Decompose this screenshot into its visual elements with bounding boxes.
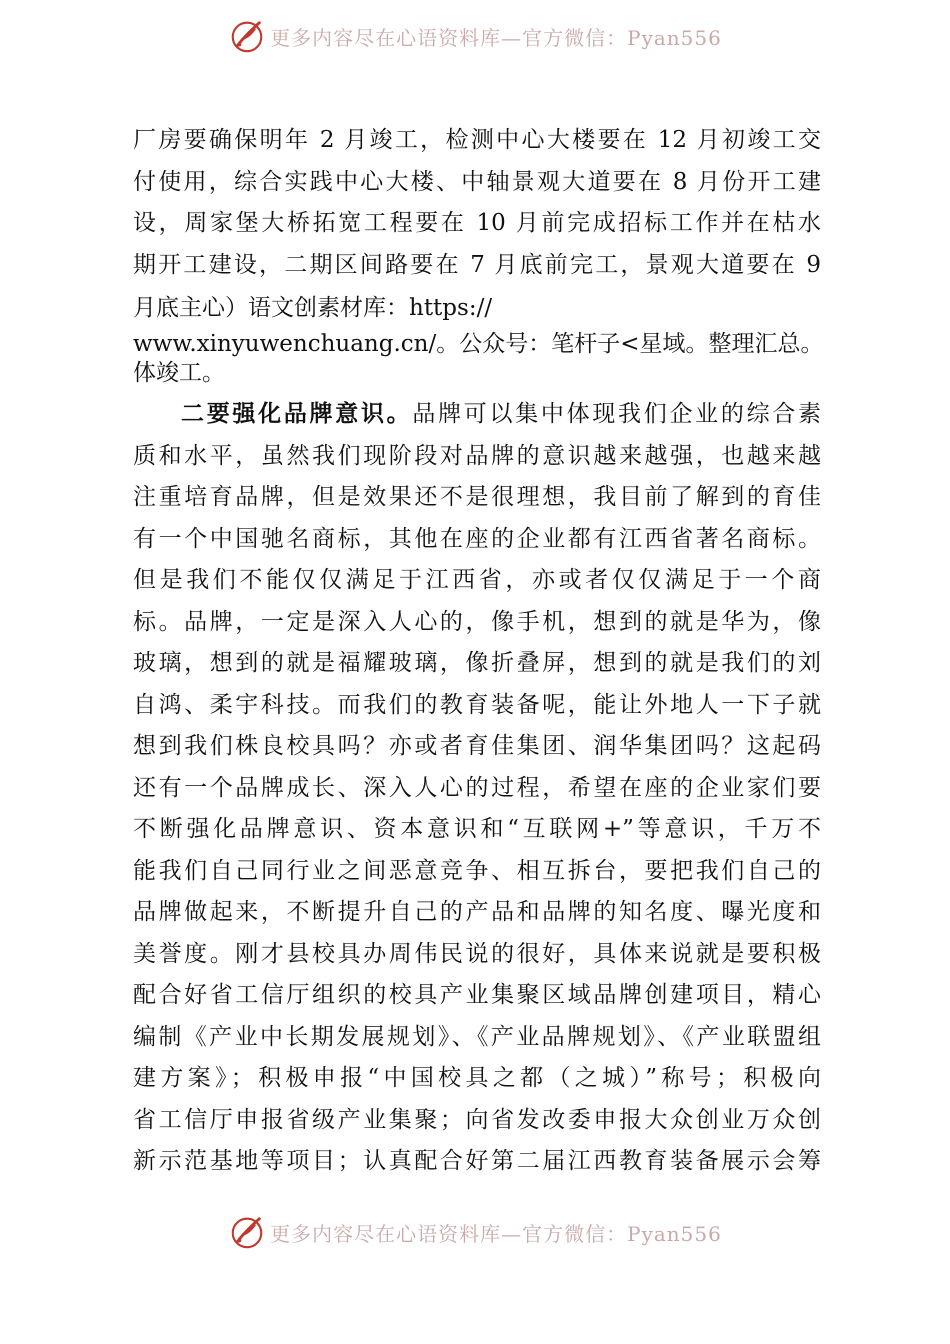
text-line: 玻璃，想到的就是福耀玻璃，像折叠屏，想到的就是我们的刘 [133,650,821,676]
text-line: 质和水平，虽然我们现阶段对品牌的意识越来越强，也越来越 [133,442,821,469]
text-line: 月底主心）语文创素材库：https:// [133,295,493,321]
text-line: 体竣工。 [133,360,225,386]
text-line: 注重培育品牌，但是效果还不是很理想，我目前了解到的育佳 [133,484,821,510]
text-line: 厂房要确保明年 2 月竣工，检测中心大楼要在 12 月初竣工交 [133,127,821,153]
text-line: 标。品牌，一定是深入人心的，像手机，想到的就是华为，像 [133,608,821,635]
text-line: 美誉度。刚才县校具办周伟民说的很好，具体来说就是要积极 [133,940,821,967]
text-line: 但是我们不能仅仅满足于江西省，亦或者仅仅满足于一个商 [133,567,821,593]
document-body [133,120,823,1183]
text-line: www.xinyuwenchuang.cn/。公众号：笔杆子<星域。整理汇总。 [133,331,824,357]
footer-banner [0,1210,950,1254]
text-line: 新示范基地等项目；认真配合好第二届江西教育装备展示会筹 [133,1148,821,1174]
text-line: 有一个中国驰名商标，其他在座的企业都有江西省著名商标。 [133,525,821,552]
text-line: 不断强化品牌意识、资本意识和“互联网+”等意识，千万不 [133,816,821,842]
text-line: 想到我们株良校具吗？亦或者育佳集团、润华集团吗？这起码 [133,733,821,759]
paragraph-first-line [133,394,821,436]
footer-banner-text: 更多内容尽在心语资料库—官方微信：Pyan556 [270,1221,722,1246]
text-line: 自鸿、柔宇科技。而我们的教育装备呢，能让外地人一下子就 [133,691,821,718]
text-line: 编制《产业中长期发展规划》、《产业品牌规划》、《产业联盟组 [133,1023,821,1050]
text-line: 能我们自己同行业之间恶意竞争、相互拆台，要把我们自己的 [133,857,821,884]
text-line: 设，周家堡大桥拓宽工程要在 10 月前完成招标工作并在枯水 [133,210,821,236]
text-line: 品牌可以集中体现我们企业的综合素 [412,401,822,427]
text-line: 付使用，综合实践中心大楼、中轴景观大道要在 8 月份开工建 [133,168,821,195]
paragraph-heading: 二要强化品牌意识。 [181,401,413,427]
text-line: 还有一个品牌成长、深入人心的过程，希望在座的企业家们要 [133,774,821,801]
text-line: 期开工建设，二期区间路要在 7 月底前完工，景观大道要在 9 [133,251,821,278]
pen-logo-icon [228,1213,266,1251]
text-line: 配合好省工信厅组织的校具产业集聚区域品牌创建项目，精心 [133,982,821,1008]
header-banner-text: 更多内容尽在心语资料库—官方微信：Pyan556 [270,25,722,50]
header-banner [0,14,950,58]
pen-logo-icon [228,17,266,55]
text-line: 省工信厅申报省级产业集聚；向省发改委申报大众创业万众创 [133,1106,821,1133]
text-line: 品牌做起来，不断提升自己的产品和品牌的知名度、曝光度和 [133,899,821,925]
text-line: 建方案》；积极申报“中国校具之都（之城）”称号；积极向 [133,1065,821,1091]
